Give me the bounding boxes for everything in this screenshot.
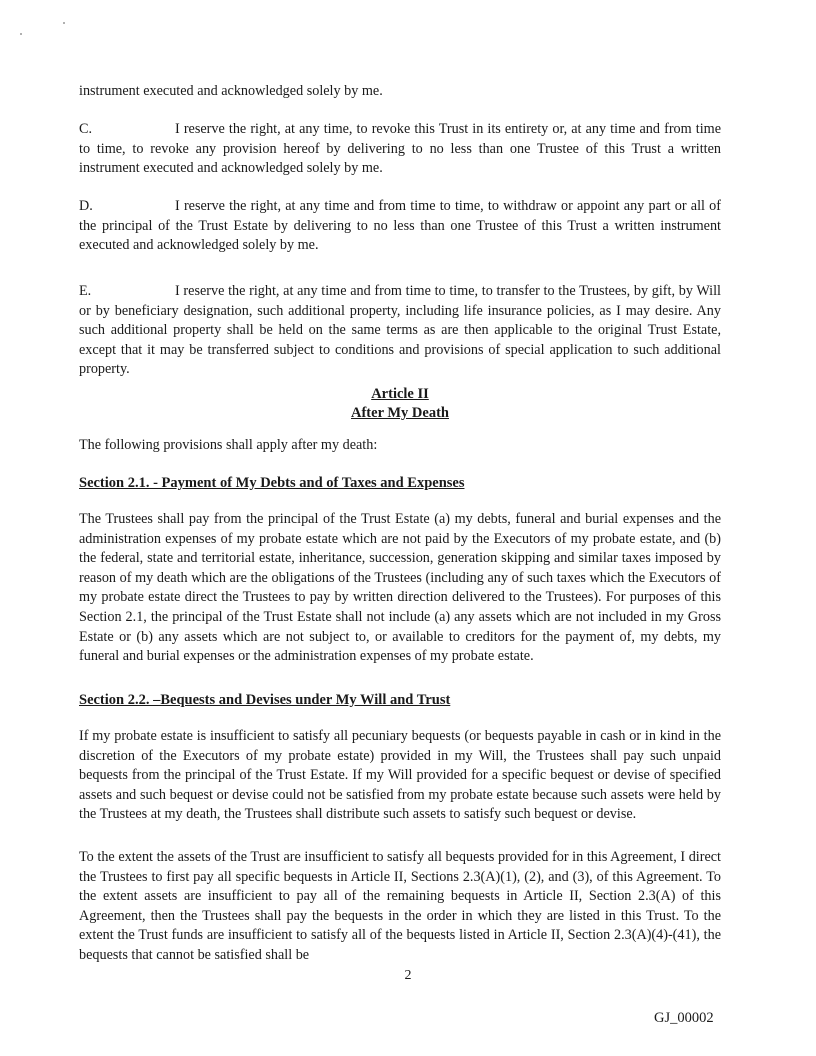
article-subtitle: After My Death	[351, 405, 449, 421]
section-2-2-paragraph-1: If my probate estate is insufficient to satisfy all pecuniary bequests (or bequests payable in cash or in kind in the discretion of the Executors of my probate estate) provided in my Will, the Trustees shall pay such unpaid bequests from the principal of the Trust Estate. If my Will provided for a specific bequest or devise of specified assets and such bequest or devise could not be satisfied from my probate estate because such assets were held by the Trustees at my death, the Trustees shall distribute such assets to satisfy such bequest or devise.	[79, 728, 721, 823]
article-title: Article II	[371, 386, 429, 402]
paragraph-d-label: D.	[79, 198, 93, 214]
section-2-2-heading: Section 2.2. –Bequests and Devises under My Will and Trust	[79, 692, 451, 708]
section-2-2-paragraph-2: To the extent the assets of the Trust are insufficient to satisfy all bequests provided for in this Agreement, I direct the Trustees to first pay all specific bequests in Article II, Sections 2.3(A)(1), (2), and (3), of this Agreement. To the extent assets are insufficient to pay all of the remaining bequests in Article II, Section 2.3(A) of this Agreement, then the Trustees shall pay the bequests in the order in which they are listed in this Trust. To the extent the Trust funds are insufficient to satisfy all of the bequests listed in Article II, Section 2.3(A)(4)-(41), the bequests that cannot be satisfied shall be	[79, 849, 721, 963]
section-2-1-text: The Trustees shall pay from the principal of the Trust Estate (a) my debts, funeral and burial expenses and the administration expenses of my probate estate which are not paid by the Executors of my probate estate, and (b) the federal, state and territorial estate, inheritance, succession, generation skipping and similar taxes imposed by reason of my death which are the obligations of the Trustees (including any of such taxes which the Executors of my probate estate direct the Trustees to pay by written direction delivered to the Trustees). For purposes of this Section 2.1, the principal of the Trust Estate shall not include (a) any assets which are not included in my Gross Estate or (b) any assets which are not subject to, or available to creditors for the payment of, my debts, my funeral and burial expenses or the administration expenses of my probate estate.	[79, 511, 721, 665]
paragraph-e	[79, 282, 721, 380]
paragraph-c	[79, 120, 721, 179]
paragraph-c-text: I reserve the right, at any time, to revoke this Trust in its entirety or, at any time and from time to time, to revoke any provision hereof by delivering to no less than one Trustee of this Trust a written instrument executed and acknowledged solely by me.	[79, 121, 721, 177]
paragraph-e-text: I reserve the right, at any time and from time to time, to transfer to the Trustees, by gift, by Will or by beneficiary designation, such additional property, including life insurance policies, as I may desire. Any such additional property shall be held on the same terms as are then applicable to the original Trust Estate, except that it may be transferred subject to conditions and provisions of special application to such additional property.	[79, 283, 721, 378]
paragraph-intro: instrument executed and acknowledged solely by me.	[79, 83, 383, 99]
section-2-1-heading: Section 2.1. - Payment of My Debts and of Taxes and Expenses	[79, 475, 465, 491]
article-intro: The following provisions shall apply after my death:	[79, 437, 378, 453]
scan-speck	[63, 22, 65, 24]
page-number: 2	[404, 968, 412, 983]
scan-speck	[20, 33, 22, 35]
bates-number: GJ_00002	[654, 1010, 714, 1026]
paragraph-e-label: E.	[79, 283, 92, 299]
paragraph-c-label: C.	[79, 121, 93, 137]
paragraph-d	[79, 197, 721, 256]
paragraph-d-text: I reserve the right, at any time and from time to time, to withdraw or appoint any part or all of the principal of the Trust Estate by delivering to no less than one Trustee of this Trust a written instrument executed and acknowledged solely by me.	[79, 198, 721, 254]
